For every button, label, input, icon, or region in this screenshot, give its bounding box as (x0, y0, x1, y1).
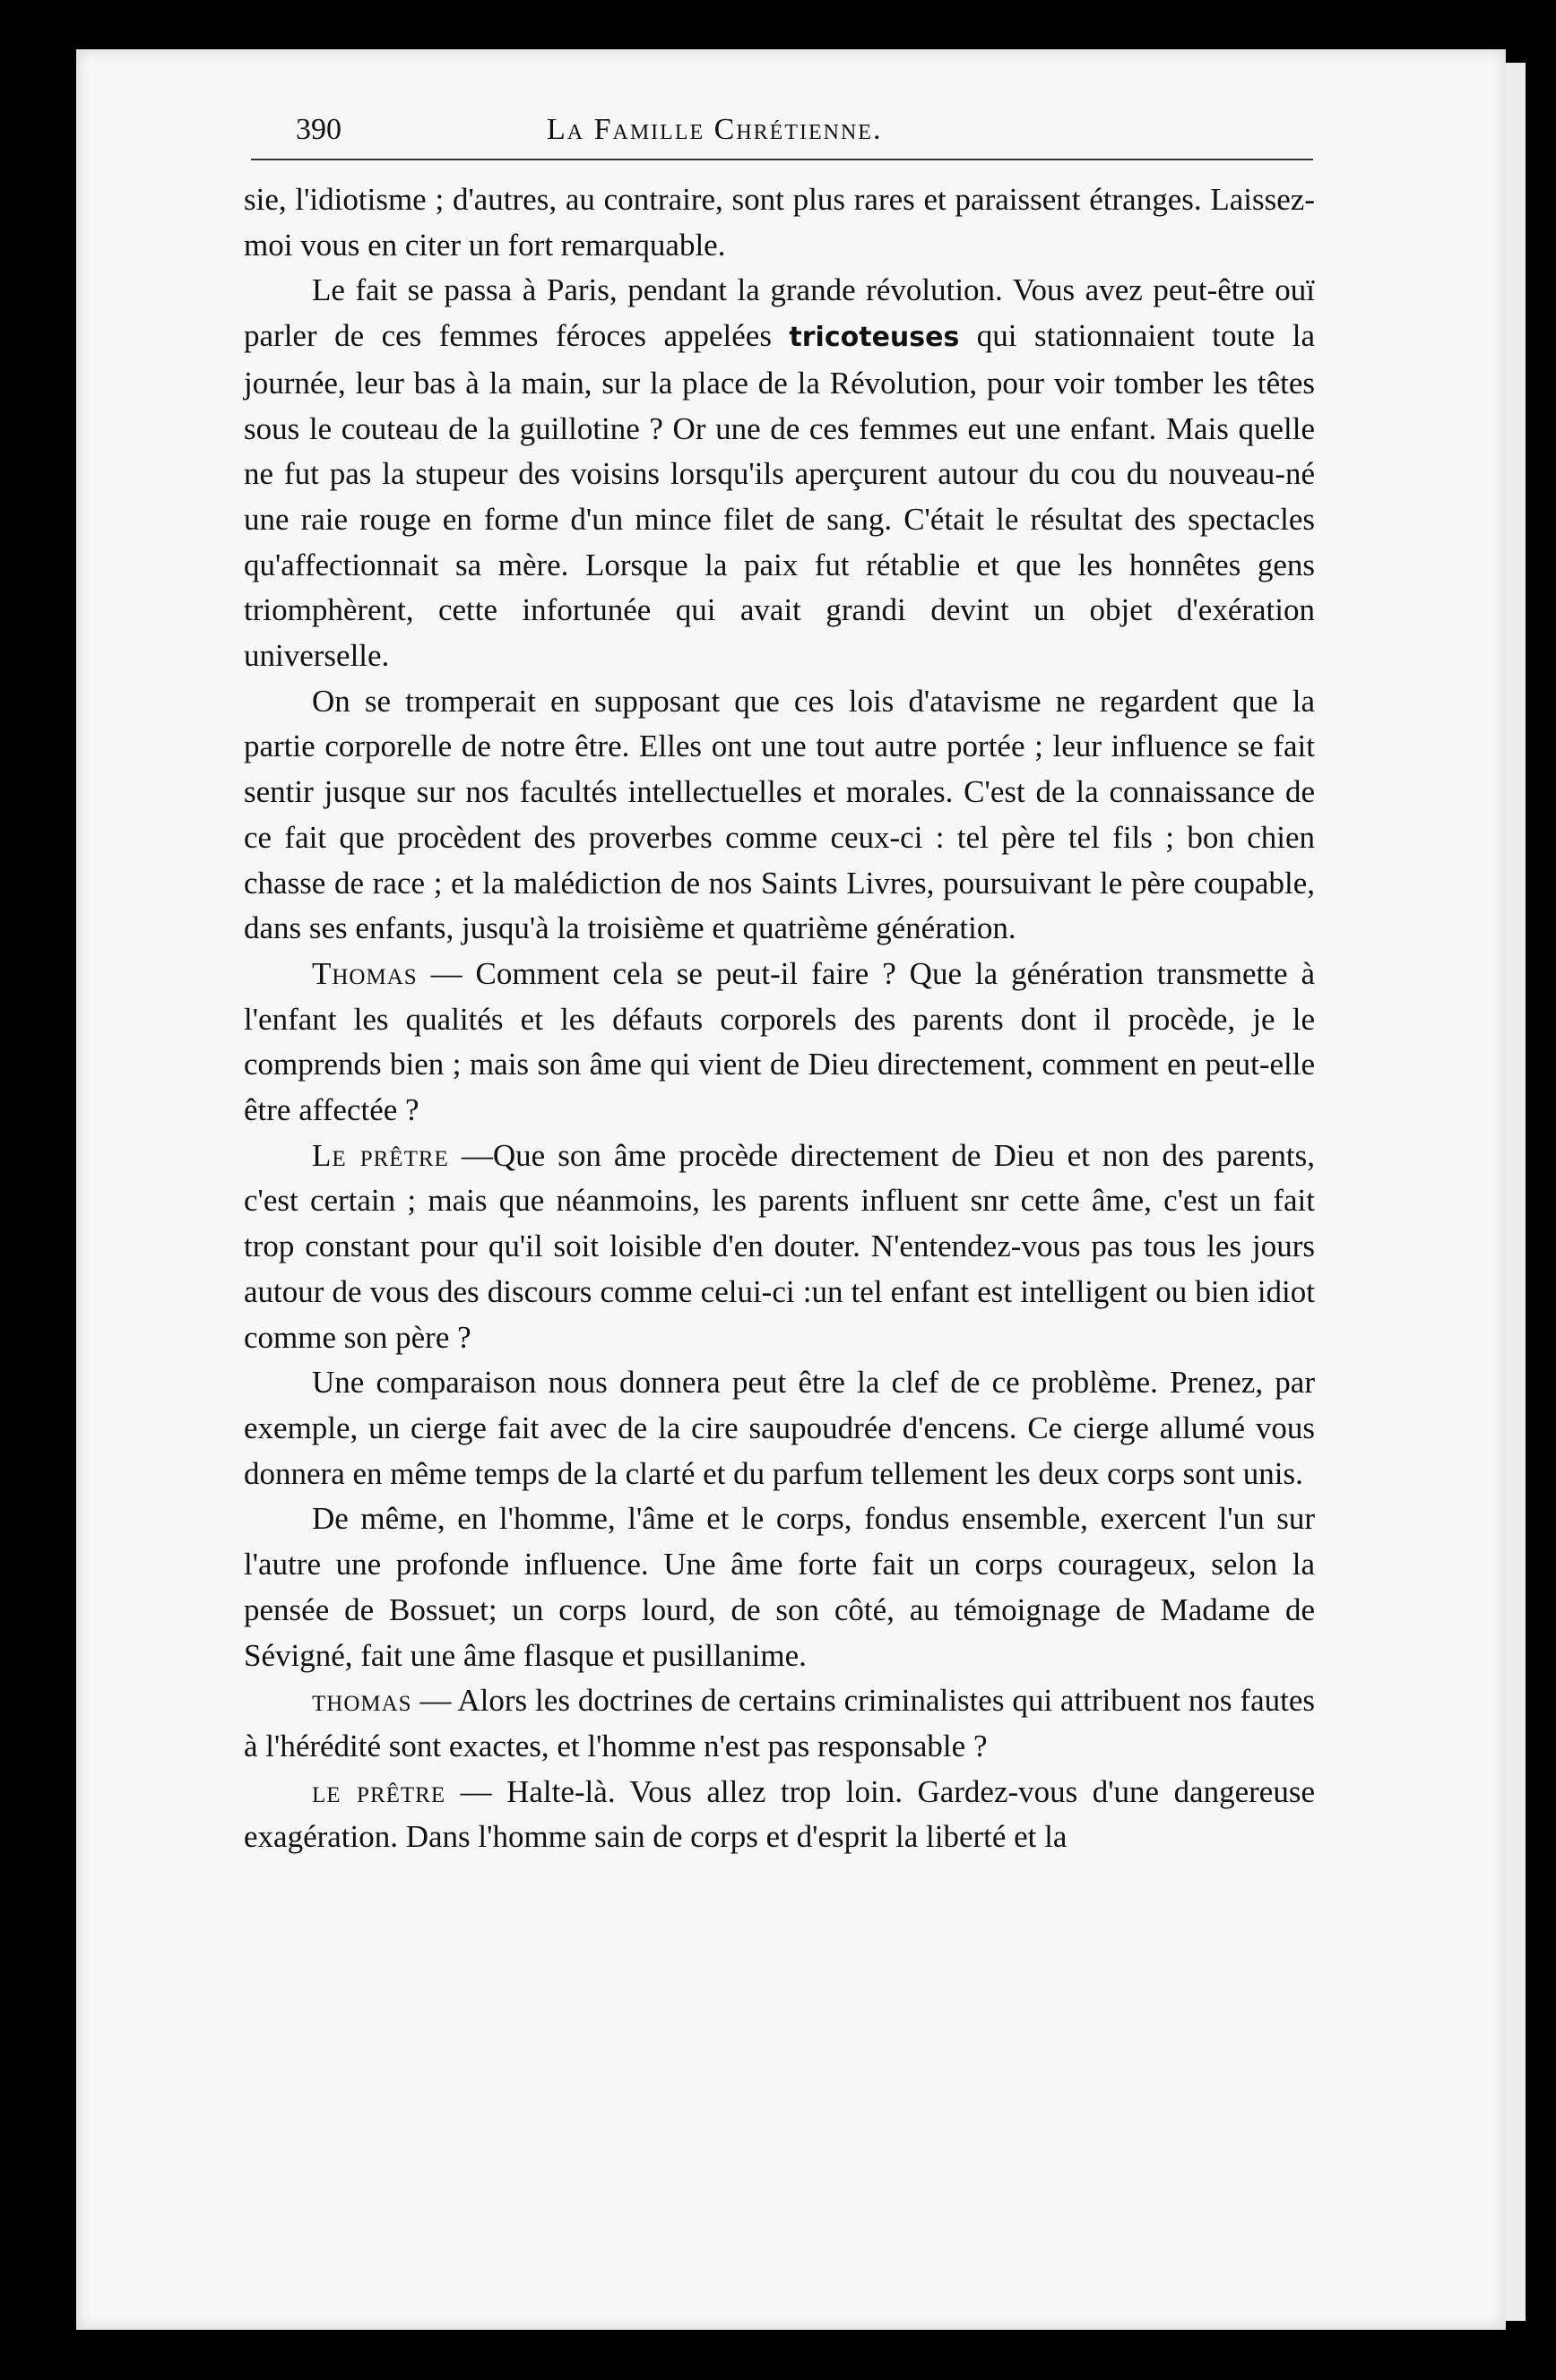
dialogue-pretre-2 (244, 1770, 1315, 1860)
speaker-name: le prêtre (312, 1773, 446, 1809)
page-number: 390 (296, 113, 341, 146)
paragraph-de-meme (244, 1496, 1315, 1678)
text-body (244, 177, 1315, 1860)
paragraph-comparaison (244, 1360, 1315, 1496)
dialogue-thomas-2 (244, 1678, 1315, 1769)
running-title: La Famille Chrétienne. (547, 113, 883, 146)
emphasized-word: tricoteuses (789, 322, 960, 354)
paragraph-tricoteuses (244, 268, 1315, 678)
dialogue-text: —Que son âme procède directement de Dieu et non des parents, c'est certain ; mais que néanmoins, les parents influent snr cette âme, c'est un fait trop constant pour qu'il soit loisible d'en douter. N'entendez-vous pas tous les jours autour de vous des discours comme celui-ci :un tel enfant est intelligent ou bien idiot comme son père ? (244, 1137, 1316, 1355)
paragraph-atavisme (244, 679, 1315, 952)
paragraph-text: On se tromperait en supposant que ces lois d'atavisme ne regardent que la partie corporelle de notre être. Elles ont une tout autre portée ; leur influence se fait sentir jusque sur nos facultés intellectuelles et morales. C'est de la connaissance de ce fait que procèdent des proverbes comme ceux-ci : tel père tel fils ; bon chien chasse de race ; et la malédiction de nos Saints Livres, poursuivant le père coupable, dans ses enfants, jusqu'à la troisième et quatrième génération. (244, 683, 1315, 946)
facing-page-edge (1506, 63, 1526, 2321)
paragraph-text: Le fait se passa à Paris, pendant la grande révolution. Vous avez peut-être ouï parler de ces femmes féroces appelées (244, 272, 1315, 354)
speaker-name: thomas (312, 1683, 412, 1719)
speaker-name: Thomas (312, 955, 418, 991)
dialogue-text: — Comment cela se peut-il faire ? Que la génération transmette à l'enfant les qualités et les défauts corporels des parents dont il procède, je le comprends bien ; mais son âme qui vient de Dieu directement, comment en peut-elle être affectée ? (244, 955, 1315, 1128)
header-rule (251, 159, 1313, 160)
page-header (188, 108, 1327, 161)
paragraph-text: Une comparaison nous donnera peut être la clef de ce problème. Prenez, par exemple, un cierge fait avec de la cire saupoudrée d'encens. Ce cierge allumé vous donnera en même temps de la clarté et du parfum tellement les deux corps sont unis. (244, 1365, 1315, 1491)
paragraph-text: De même, en l'homme, l'âme et le corps, fondus ensemble, exercent l'un sur l'autre une profonde influence. Une âme forte fait un corps courageux, selon la pensée de Bossuet; un corps lourd, de son côté, au témoignage de Madame de Sévigné, fait une âme flasque et pusillanime. (244, 1501, 1315, 1673)
speaker-name: Le prêtre (312, 1137, 449, 1173)
paragraph-continuation (244, 177, 1315, 268)
dialogue-thomas-1 (244, 952, 1315, 1134)
dialogue-text: — Halte-là. Vous allez trop loin. Gardez-vous d'une dangereuse exagération. Dans l'homme sain de corps et d'esprit la liberté et la (244, 1773, 1316, 1855)
paragraph-text: qui stationnaient toute la journée, leur bas à la main, sur la place de la Révolution, pour voir tomber les têtes sous le couteau de la guillotine ? Or une de ces femmes eut une enfant. Mais quelle ne fut pas la stupeur des voisins lorsqu'ils aperçurent autour du cou du nouveau-né une raie rouge en forme d'un mince filet de sang. C'était le résultat des spectacles qu'affectionnait sa mère. Lorsque la paix fut rétablie et que les honnêtes gens triomphèrent, cette infortunée qui avait grandi devint un objet d'exération universelle. (244, 318, 1316, 674)
dialogue-pretre-1 (244, 1134, 1315, 1361)
dialogue-text: — Alors les doctrines de certains criminalistes qui attribuent nos fautes à l'hérédité sont exactes, et l'homme n'est pas responsable ? (244, 1683, 1315, 1763)
paragraph-text: sie, l'idiotisme ; d'autres, au contraire, sont plus rares et paraissent étranges. Laissez-moi vous en citer un fort remarquable. (244, 182, 1315, 263)
